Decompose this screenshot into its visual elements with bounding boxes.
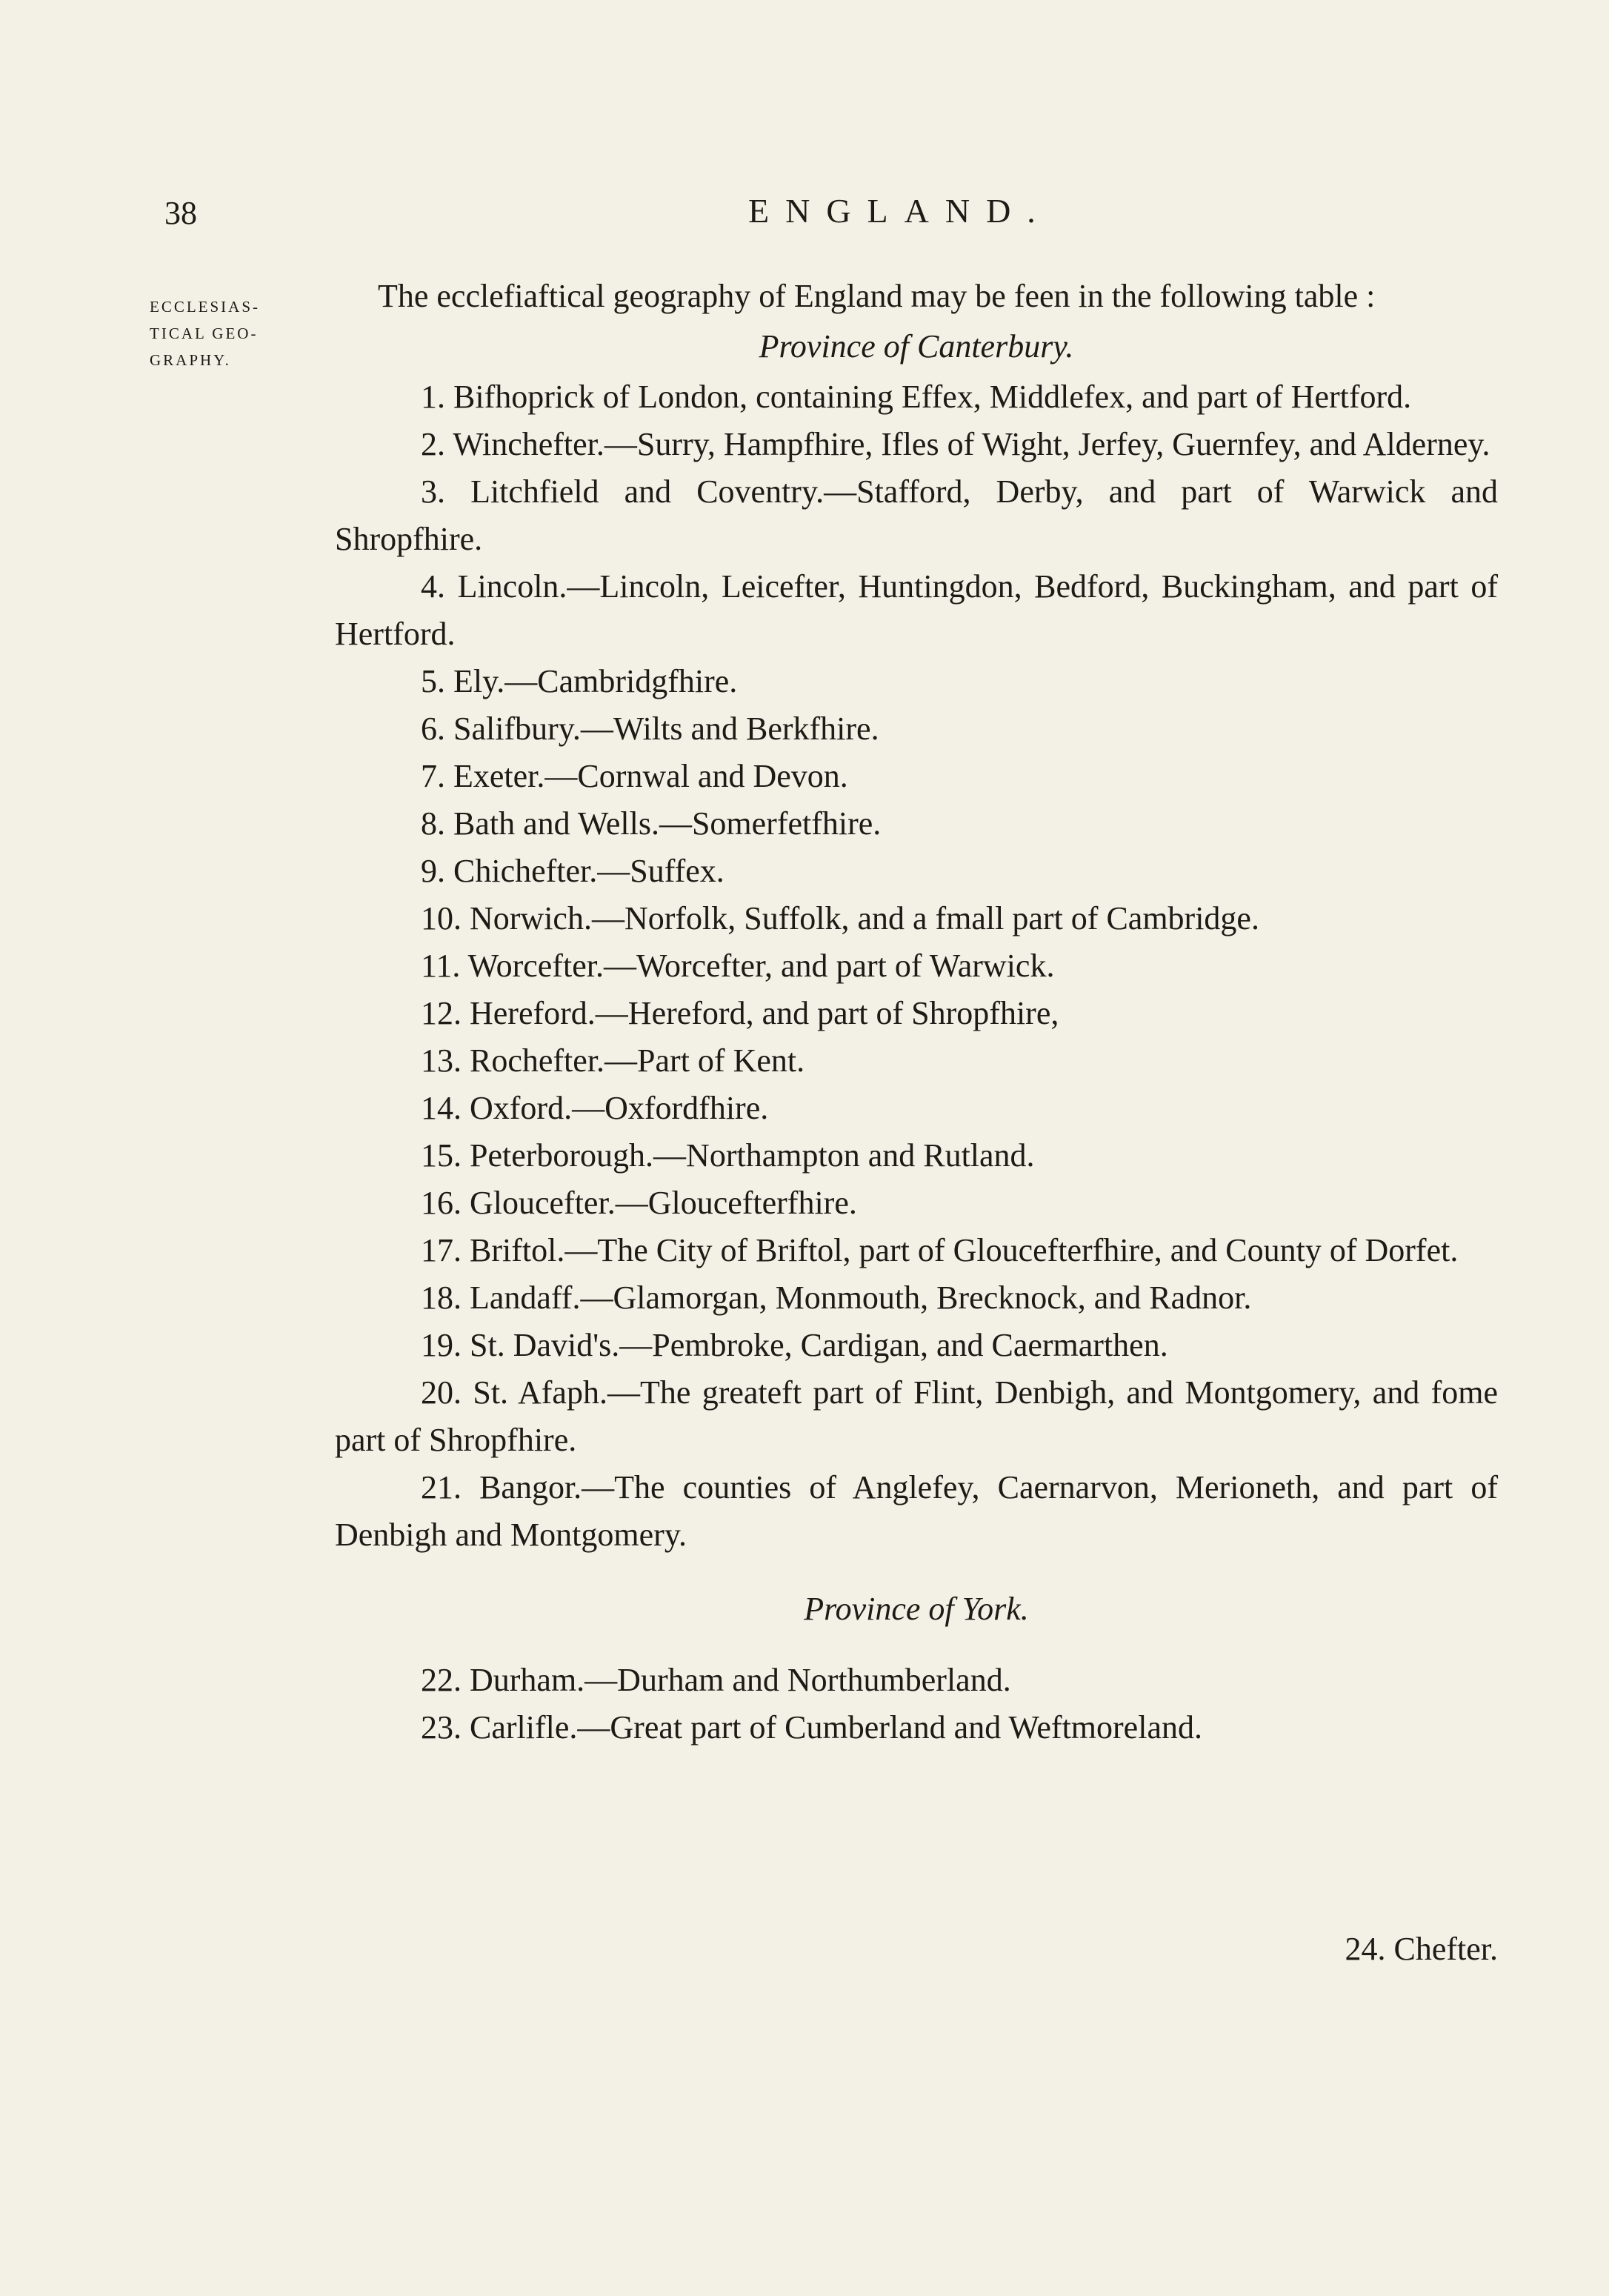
entry-number: 3. — [421, 473, 445, 510]
entry-number: 7. — [421, 758, 445, 794]
province-list — [335, 323, 1498, 1751]
entry-text: Carlifle.—Great part of Cumberland and Weftmoreland. — [470, 1709, 1202, 1746]
diocese-entry — [335, 705, 1498, 753]
entry-number: 20. — [421, 1374, 462, 1411]
province-heading: Province of York. — [804, 1591, 1029, 1627]
entry-text: Litchfield and Coventry.—Stafford, Derby, and part of Warwick and Shropfhire. — [335, 473, 1498, 557]
diocese-entry — [335, 1704, 1498, 1751]
diocese-entry — [335, 1037, 1498, 1085]
diocese-entry — [335, 895, 1498, 942]
margin-note-line: TICAL GEO- — [150, 325, 259, 342]
entry-text: Rochefter.—Part of Kent. — [470, 1042, 805, 1079]
diocese-entry — [335, 942, 1498, 990]
diocese-entry — [335, 373, 1498, 421]
diocese-entry — [335, 421, 1498, 468]
main-text — [335, 273, 1498, 1751]
entry-text: Norwich.—Norfolk, Suffolk, and a fmall part of Cambridge. — [470, 900, 1259, 936]
diocese-entry — [335, 800, 1498, 848]
entry-number: 9. — [421, 853, 445, 889]
entry-text: Salifbury.—Wilts and Berkfhire. — [453, 711, 879, 747]
entry-text: Bangor.—The counties of Anglefey, Caernarvon, Merioneth, and part of Denbigh and Montgomery. — [335, 1469, 1499, 1553]
margin-note-line: ECCLESIAS- — [150, 298, 261, 316]
diocese-entry — [335, 468, 1498, 563]
entry-number: 17. — [421, 1232, 462, 1268]
entry-text: Bifhoprick of London, containing Effex, Middlefex, and part of Hertford. — [453, 379, 1412, 415]
entry-number: 13. — [421, 1042, 462, 1079]
entry-text: Hereford.—Hereford, and part of Shropfhire, — [470, 995, 1059, 1031]
margin-note — [150, 293, 320, 373]
entry-number: 12. — [421, 995, 462, 1031]
diocese-entry — [335, 1132, 1498, 1179]
entry-text: St. Afaph.—The greateft part of Flint, Denbigh, and Montgomery, and fome part of Shropfhire. — [335, 1374, 1498, 1458]
entry-text: Lincoln.—Lincoln, Leicefter, Huntingdon, Bedford, Buckingham, and part of Hertford. — [335, 568, 1499, 652]
entry-number: 19. — [421, 1327, 462, 1363]
entry-number: 2. — [421, 426, 445, 462]
entry-text: Briftol.—The City of Briftol, part of Gloucefterfhire, and County of Dorfet. — [470, 1232, 1459, 1268]
entry-text: St. David's.—Pembroke, Cardigan, and Caermarthen. — [470, 1327, 1168, 1363]
diocese-entry — [335, 1227, 1498, 1274]
entry-number: 11. — [421, 948, 461, 984]
page-number: 38 — [164, 195, 197, 231]
entry-number: 22. — [421, 1662, 462, 1698]
entry-text: Ely.—Cambridgfhire. — [453, 663, 738, 699]
catchword: 24. Chefter. — [1345, 1931, 1498, 1967]
entry-text: Durham.—Durham and Northumberland. — [470, 1662, 1011, 1698]
diocese-entry — [335, 1274, 1498, 1322]
entry-text: Oxford.—Oxfordfhire. — [470, 1090, 769, 1126]
entry-text: Gloucefter.—Gloucefterfhire. — [470, 1185, 857, 1221]
entry-number: 8. — [421, 805, 445, 842]
diocese-entry — [335, 1085, 1498, 1132]
entry-number: 10. — [421, 900, 462, 936]
diocese-entry — [335, 753, 1498, 800]
margin-note-line: GRAPHY. — [150, 351, 231, 369]
entry-number: 1. — [421, 379, 445, 415]
entry-number: 5. — [421, 663, 445, 699]
entry-number: 6. — [421, 711, 445, 747]
entry-number: 4. — [421, 568, 445, 605]
diocese-entry — [335, 1369, 1498, 1464]
diocese-entry — [335, 848, 1498, 895]
running-head: ENGLAND. — [748, 192, 1052, 230]
entry-text: Worcefter.—Worcefter, and part of Warwick. — [467, 948, 1055, 984]
diocese-entry — [335, 1657, 1498, 1704]
entry-number: 18. — [421, 1280, 462, 1316]
entry-text: Landaff.—Glamorgan, Monmouth, Brecknock, and Radnor. — [470, 1280, 1252, 1316]
entry-text: Chichefter.—Suffex. — [453, 853, 724, 889]
province-heading: Province of Canterbury. — [759, 328, 1074, 365]
diocese-entry — [335, 1464, 1498, 1559]
diocese-entry — [335, 563, 1498, 658]
entry-text: Winchefter.—Surry, Hampfhire, Ifles of Wight, Jerfey, Guernfey, and Alderney. — [453, 426, 1490, 462]
entry-text: Peterborough.—Northampton and Rutland. — [470, 1137, 1035, 1174]
entry-text: Exeter.—Cornwal and Devon. — [453, 758, 848, 794]
entry-number: 15. — [421, 1137, 462, 1174]
entry-number: 14. — [421, 1090, 462, 1126]
diocese-entry — [335, 1179, 1498, 1227]
entry-text: Bath and Wells.—Somerfetfhire. — [453, 805, 882, 842]
diocese-entry — [335, 1322, 1498, 1369]
entry-number: 23. — [421, 1709, 462, 1746]
entry-number: 21. — [421, 1469, 462, 1505]
diocese-entry — [335, 990, 1498, 1037]
diocese-entry — [335, 658, 1498, 705]
intro-paragraph: The ecclefiaftical geography of England may be feen in the following table : — [378, 278, 1376, 314]
entry-number: 16. — [421, 1185, 462, 1221]
